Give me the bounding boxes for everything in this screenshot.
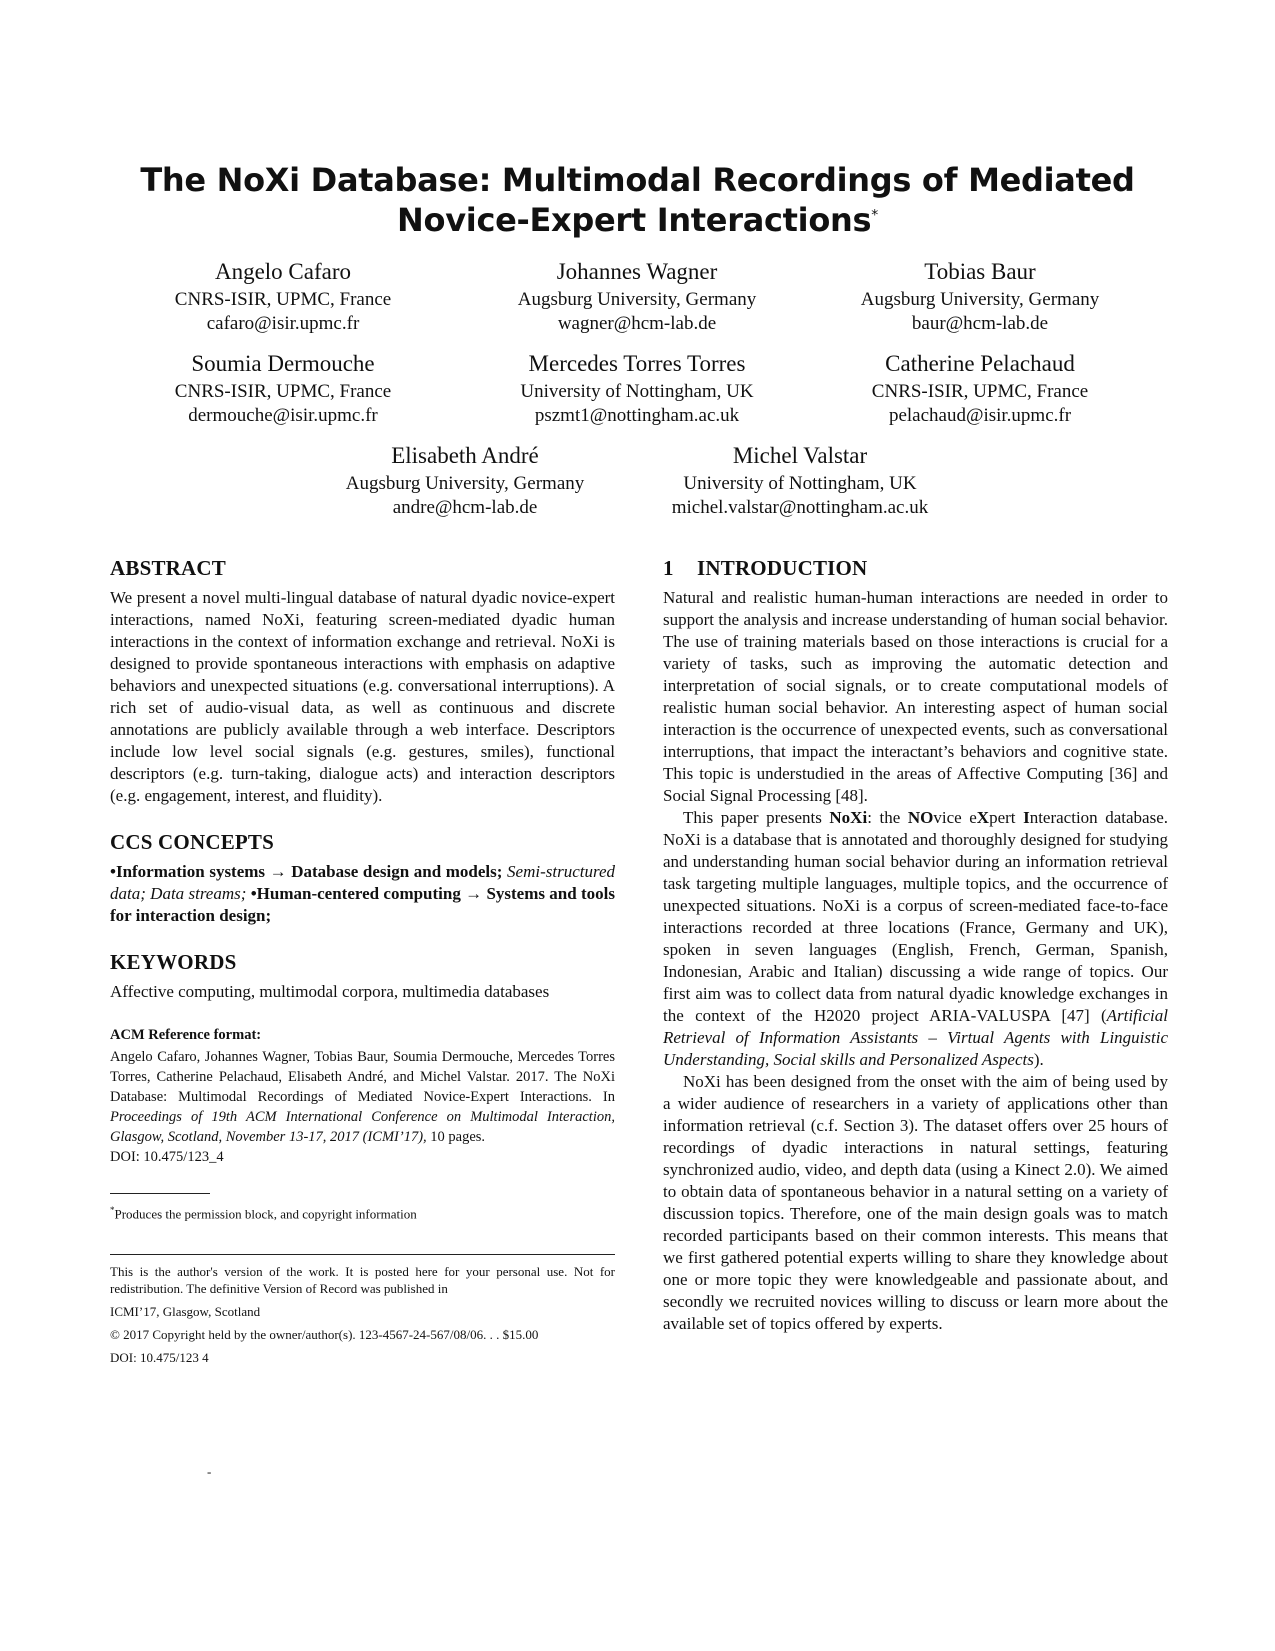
copyright-divider bbox=[110, 1254, 615, 1255]
keywords-text: Affective computing, multimodal corpora, multimedia databases bbox=[110, 982, 550, 1001]
p2-body: nteraction database. NoXi is a database that is annotated and thoroughly designed for studying and understanding human social behavior during an information retrieval task targeting multiple languages, multiple topics, and the occurrence of unexpected situations. NoXi is a corpus of screen-mediated face-to-face interactions recorded at three locations (France, Germany and UK), spoken in seven languages (English, French, German, Spanish, Indonesian, Arabic and Italian) discussing a wide range of topics. Our first aim was to collect data from natural dyadic knowledge exchanges in the context of the H2020 project ARIA-VALUSPA [47] ( bbox=[663, 808, 1169, 1025]
footnote-mark: * bbox=[110, 1205, 115, 1215]
author-email: andre@hcm-lab.de bbox=[392, 497, 538, 518]
acm-reference-heading: ACM Reference format: bbox=[110, 1027, 262, 1043]
author-email: cafaro@isir.upmc.fr bbox=[206, 313, 360, 334]
right-column bbox=[663, 555, 1168, 1335]
author-block bbox=[295, 442, 635, 520]
section-number: 1 bbox=[663, 556, 674, 580]
intro-paragraph-1: Natural and realistic human-human interactions are needed in order to support the analysis and increase understanding of human social behavior. The use of training materials based on those interactions is crucial for a variety of tasks, such as improving the automatic detection and interpretation of social signals, or to create computational models of realistic human social behavior. An interesting aspect of human social interaction is the occurrence of unexpected events, such as conversational interruptions, that impact the interactant’s behaviors and cognitive state. This topic is understudied in the areas of Affective Computing [36] and Social Signal Processing [48]. bbox=[663, 588, 1168, 805]
abstract-text: We present a novel multi-lingual database of natural dyadic novice-expert interactions, named NoXi, featuring screen-mediated dyadic human interactions in the context of information exchange and retrieval. NoXi is designed to provide spontaneous interactions with emphasis on adaptive behaviors and unexpected situations (e.g. conversational interruptions). A rich set of audio-visual data, as well as continuous and discrete annotations are publicly available through a web interface. Descriptors include low level social signals (e.g. gestures, smiles), functional descriptors (e.g. turn-taking, dialogue acts) and interaction descriptors (e.g. engagement, interest, and fluidity). bbox=[110, 588, 615, 805]
author-affiliation: CNRS-ISIR, UPMC, France bbox=[174, 381, 392, 402]
acm-reference-text bbox=[110, 1047, 615, 1147]
reference-doi: DOI: 10.475/123_4 bbox=[110, 1149, 224, 1165]
author-name: Angelo Cafaro bbox=[214, 259, 352, 284]
ccs-concept-3: •Human-centered computing → Systems and tools for interaction design; bbox=[110, 884, 615, 925]
intro-paragraph-2 bbox=[663, 807, 1168, 1071]
p2-pert: pert bbox=[989, 808, 1016, 827]
reference-authors: Angelo Cafaro, Johannes Wagner, Tobias Baur, Soumia Dermouche, Mercedes Torres Torres, Catherine Pelachaud, Elisabeth André, and Michel Valstar. 2017. The NoXi Database: Multimodal Recordings of Mediated Novice-Expert Interactions. In bbox=[110, 1049, 615, 1105]
copyright-venue: ICMI’17, Glasgow, Scotland bbox=[110, 1304, 261, 1320]
p2-colon: : the bbox=[867, 808, 901, 827]
author-block bbox=[810, 258, 1150, 336]
ccs-heading: CCS CONCEPTS bbox=[110, 830, 275, 854]
title-line-2: Novice-Expert Interactions bbox=[397, 201, 872, 239]
author-name: Johannes Wagner bbox=[556, 259, 718, 284]
intro-heading bbox=[663, 555, 1168, 581]
footnote-text: Produces the permission block, and copyright information bbox=[114, 1206, 417, 1222]
intro-paragraph-3: NoXi has been designed from the onset with the aim of being used by a wider audience of researchers in a variety of applications other than information retrieval (c.f. Section 3). The dataset offers over 25 hours of recordings of dyadic interactions in natural settings, featuring synchronized audio, video, and depth data (using a Kinect 2.0). We aimed to obtain data of spontaneous behavior in a natural setting on a variety of discussion topics. Therefore, one of the main design goals was to match recorded participants based on their common interests. This means that we first gathered potential experts willing to share they knowledge about one or more topic they were knowledgeable and passionate about, and secondly we recruited novices willing to discuss or learn more about the available set of topics offered by experts. bbox=[663, 1072, 1168, 1333]
author-block bbox=[810, 350, 1150, 428]
author-affiliation: University of Nottingham, UK bbox=[520, 381, 754, 402]
author-affiliation: Augsburg University, Germany bbox=[345, 473, 585, 494]
abstract-heading: ABSTRACT bbox=[110, 556, 226, 580]
author-affiliation: CNRS-ISIR, UPMC, France bbox=[174, 289, 392, 310]
abstract-section bbox=[110, 555, 615, 807]
left-column bbox=[110, 555, 615, 1372]
p2-noxi: NoXi bbox=[829, 808, 868, 827]
section-title: INTRODUCTION bbox=[697, 556, 868, 580]
author-block bbox=[113, 350, 453, 428]
author-email: wagner@hcm-lab.de bbox=[557, 313, 717, 334]
p2-project-name: Artificial Retrieval of Information Assistants – Virtual Agents with Linguistic Understanding, Social skills and Personalized Aspects bbox=[663, 1006, 1168, 1069]
author-name: Michel Valstar bbox=[732, 443, 868, 468]
p2-lead: This paper presents bbox=[683, 808, 822, 827]
reference-pages: 10 pages. bbox=[430, 1129, 486, 1145]
author-email: michel.valstar@nottingham.ac.uk bbox=[671, 497, 929, 518]
ccs-concept-1: •Information systems → Database design and models; bbox=[110, 862, 503, 881]
p2-no: NO bbox=[907, 808, 934, 827]
footnote-divider bbox=[110, 1193, 210, 1194]
author-affiliation: CNRS-ISIR, UPMC, France bbox=[871, 381, 1089, 402]
author-affiliation: Augsburg University, Germany bbox=[860, 289, 1100, 310]
ccs-text bbox=[110, 861, 615, 927]
title-line-1: The NoXi Database: Multimodal Recordings of Mediated bbox=[140, 161, 1135, 199]
copyright-line: © 2017 Copyright held by the owner/author(s). 123-4567-24-567/08/06. . . $15.00 bbox=[110, 1327, 539, 1343]
p2-x: X bbox=[976, 808, 990, 827]
copyright-doi: DOI: 10.475/123 4 bbox=[110, 1350, 209, 1366]
author-email: dermouche@isir.upmc.fr bbox=[188, 405, 378, 426]
acm-reference bbox=[110, 1025, 615, 1167]
p2-vice: vice e bbox=[933, 808, 977, 827]
author-block bbox=[467, 350, 807, 428]
reference-venue: Proceedings of 19th ACM International Conference on Multimodal Interaction, Glasgow, Scotland, November 13-17, 2017 (ICMI’17), bbox=[110, 1109, 615, 1145]
p2-i: I bbox=[1023, 808, 1030, 827]
author-affiliation: Augsburg University, Germany bbox=[517, 289, 757, 310]
title-footnote-mark: * bbox=[871, 207, 878, 224]
stray-dash: - bbox=[207, 1464, 212, 1479]
author-name: Mercedes Torres Torres bbox=[528, 351, 746, 376]
ccs-section bbox=[110, 829, 615, 927]
author-name: Soumia Dermouche bbox=[191, 351, 375, 376]
ccs-concept-2: Semi-structured data; Data streams; bbox=[110, 862, 615, 903]
author-block bbox=[630, 442, 970, 520]
keywords-heading: KEYWORDS bbox=[110, 950, 237, 974]
p2-end: ). bbox=[1033, 1050, 1044, 1069]
author-name: Catherine Pelachaud bbox=[885, 351, 1075, 376]
author-email: pelachaud@isir.upmc.fr bbox=[888, 405, 1072, 426]
author-email: pszmt1@nottingham.ac.uk bbox=[534, 405, 740, 426]
author-affiliation: University of Nottingham, UK bbox=[683, 473, 917, 494]
footnote bbox=[110, 1202, 615, 1222]
paper-title bbox=[110, 160, 1165, 240]
author-block bbox=[113, 258, 453, 336]
author-block bbox=[467, 258, 807, 336]
author-email: baur@hcm-lab.de bbox=[911, 313, 1049, 334]
author-name: Elisabeth André bbox=[391, 443, 539, 468]
author-name: Tobias Baur bbox=[924, 259, 1036, 284]
keywords-section bbox=[110, 949, 615, 1003]
copyright-notice: This is the author's version of the work. It is posted here for your personal use. Not for redistribution. The definitive Version of Record was published in bbox=[110, 1264, 615, 1297]
